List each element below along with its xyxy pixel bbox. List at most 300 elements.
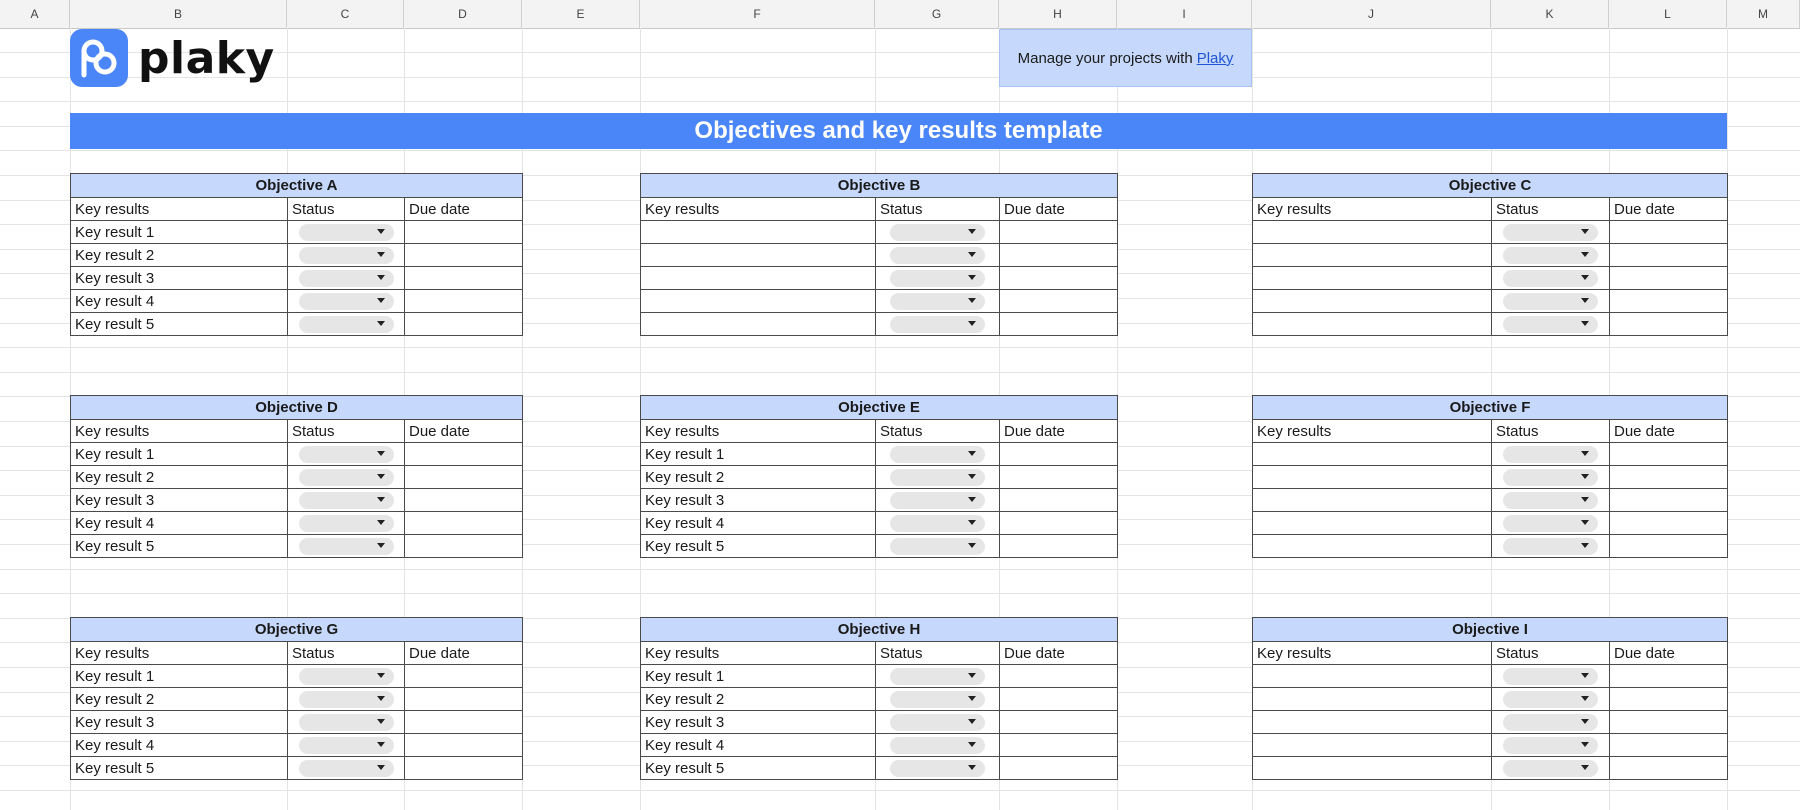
objective-title[interactable]: Objective I	[1253, 618, 1728, 642]
status-dropdown[interactable]	[1503, 668, 1598, 685]
column-header-bar	[0, 0, 1800, 29]
key-results-header[interactable]: Key results	[641, 642, 876, 665]
column-header-d[interactable]: D	[404, 0, 522, 28]
status-cell[interactable]	[876, 734, 1000, 757]
status-dropdown[interactable]	[890, 714, 985, 731]
status-cell[interactable]	[876, 466, 1000, 489]
status-cell[interactable]	[1492, 665, 1610, 688]
chevron-down-icon	[968, 474, 976, 479]
status-header[interactable]: Status	[1492, 642, 1610, 665]
chevron-down-icon	[1581, 229, 1589, 234]
status-dropdown[interactable]	[299, 247, 394, 264]
due-date-header[interactable]: Due date	[1000, 420, 1118, 443]
table-row	[641, 512, 1118, 535]
status-dropdown[interactable]	[299, 538, 394, 555]
status-cell[interactable]	[288, 267, 405, 290]
status-cell[interactable]	[1492, 489, 1610, 512]
table-row	[71, 489, 523, 512]
status-dropdown[interactable]	[1503, 270, 1598, 287]
key-result-cell[interactable]: Key result 1	[71, 221, 288, 244]
due-date-cell[interactable]	[1610, 688, 1728, 711]
table-row	[71, 466, 523, 489]
status-header[interactable]: Status	[876, 420, 1000, 443]
column-header-m[interactable]: M	[1727, 0, 1800, 28]
key-result-cell[interactable]	[1253, 267, 1492, 290]
due-date-cell[interactable]	[1000, 221, 1118, 244]
status-dropdown[interactable]	[1503, 515, 1598, 532]
status-header[interactable]: Status	[288, 420, 405, 443]
table-row	[71, 688, 523, 711]
due-date-cell[interactable]	[405, 466, 523, 489]
chevron-down-icon	[968, 229, 976, 234]
due-date-cell[interactable]	[1000, 313, 1118, 336]
chevron-down-icon	[1581, 520, 1589, 525]
status-dropdown[interactable]	[299, 515, 394, 532]
due-date-cell[interactable]	[1610, 244, 1728, 267]
objective-title[interactable]: Objective A	[71, 174, 523, 198]
chevron-down-icon	[968, 497, 976, 502]
key-result-cell[interactable]	[641, 267, 876, 290]
due-date-cell[interactable]	[1610, 313, 1728, 336]
chevron-down-icon	[377, 673, 385, 678]
key-results-header[interactable]: Key results	[1253, 642, 1492, 665]
status-cell[interactable]	[1492, 290, 1610, 313]
status-cell[interactable]	[876, 688, 1000, 711]
key-result-cell[interactable]: Key result 3	[641, 711, 876, 734]
status-dropdown[interactable]	[1503, 691, 1598, 708]
status-cell[interactable]	[876, 244, 1000, 267]
key-result-cell[interactable]: Key result 4	[71, 734, 288, 757]
column-header-c[interactable]: C	[287, 0, 404, 28]
key-results-header[interactable]: Key results	[71, 642, 288, 665]
due-date-cell[interactable]	[1610, 290, 1728, 313]
due-date-header[interactable]: Due date	[405, 420, 523, 443]
table-row	[641, 688, 1118, 711]
status-cell[interactable]	[288, 244, 405, 267]
key-result-cell[interactable]	[1253, 489, 1492, 512]
chevron-down-icon	[968, 742, 976, 747]
due-date-cell[interactable]	[405, 688, 523, 711]
key-result-cell[interactable]: Key result 2	[71, 688, 288, 711]
table-row	[1253, 290, 1728, 313]
chevron-down-icon	[1581, 474, 1589, 479]
table-row	[641, 466, 1118, 489]
key-result-cell[interactable]	[1253, 711, 1492, 734]
due-date-header[interactable]: Due date	[1000, 198, 1118, 221]
due-date-header[interactable]: Due date	[1610, 642, 1728, 665]
due-date-cell[interactable]	[405, 443, 523, 466]
due-date-cell[interactable]	[1610, 757, 1728, 780]
key-result-cell[interactable]: Key result 5	[71, 535, 288, 558]
status-dropdown[interactable]	[299, 714, 394, 731]
status-dropdown[interactable]	[1503, 247, 1598, 264]
chevron-down-icon	[377, 451, 385, 456]
key-results-header[interactable]: Key results	[1253, 420, 1492, 443]
table-row	[1253, 443, 1728, 466]
status-cell[interactable]	[876, 443, 1000, 466]
due-date-cell[interactable]	[1000, 489, 1118, 512]
status-dropdown[interactable]	[890, 691, 985, 708]
status-dropdown[interactable]	[890, 316, 985, 333]
status-dropdown[interactable]	[1503, 446, 1598, 463]
due-date-header[interactable]: Due date	[405, 198, 523, 221]
status-dropdown[interactable]	[890, 668, 985, 685]
due-date-cell[interactable]	[405, 512, 523, 535]
due-date-cell[interactable]	[1610, 711, 1728, 734]
key-result-cell[interactable]: Key result 2	[641, 688, 876, 711]
key-result-cell[interactable]	[1253, 221, 1492, 244]
key-result-cell[interactable]: Key result 4	[71, 512, 288, 535]
due-date-cell[interactable]	[405, 489, 523, 512]
grid-row-line	[0, 593, 1800, 594]
status-cell[interactable]	[288, 665, 405, 688]
status-dropdown[interactable]	[890, 538, 985, 555]
key-result-cell[interactable]	[1253, 290, 1492, 313]
status-cell[interactable]	[1492, 221, 1610, 244]
key-result-cell[interactable]: Key result 2	[71, 466, 288, 489]
key-result-cell[interactable]	[1253, 734, 1492, 757]
status-cell[interactable]	[1492, 734, 1610, 757]
table-row	[71, 221, 523, 244]
due-date-header[interactable]: Due date	[1610, 420, 1728, 443]
status-dropdown[interactable]	[890, 293, 985, 310]
table-row	[1253, 466, 1728, 489]
status-cell[interactable]	[876, 535, 1000, 558]
key-result-cell[interactable]: Key result 4	[641, 512, 876, 535]
table-row	[1253, 535, 1728, 558]
status-header[interactable]: Status	[1492, 420, 1610, 443]
objective-title[interactable]: Objective D	[71, 396, 523, 420]
due-date-cell[interactable]	[405, 757, 523, 780]
chevron-down-icon	[1581, 451, 1589, 456]
status-dropdown[interactable]	[1503, 469, 1598, 486]
chevron-down-icon	[968, 520, 976, 525]
due-date-header[interactable]: Due date	[1610, 198, 1728, 221]
key-result-cell[interactable]: Key result 5	[641, 757, 876, 780]
grid-row-line	[0, 101, 1800, 102]
key-result-cell[interactable]	[1253, 313, 1492, 336]
key-result-cell[interactable]: Key result 2	[71, 244, 288, 267]
due-date-cell[interactable]	[1610, 512, 1728, 535]
status-dropdown[interactable]	[890, 469, 985, 486]
status-cell[interactable]	[1492, 711, 1610, 734]
chevron-down-icon	[968, 252, 976, 257]
key-result-cell[interactable]	[641, 244, 876, 267]
page-title: Objectives and key results template	[70, 113, 1727, 149]
table-row	[71, 535, 523, 558]
chevron-down-icon	[968, 673, 976, 678]
objective-title[interactable]: Objective E	[641, 396, 1118, 420]
column-header-h[interactable]: H	[999, 0, 1117, 28]
due-date-cell[interactable]	[1610, 443, 1728, 466]
chevron-down-icon	[1581, 742, 1589, 747]
due-date-cell[interactable]	[1000, 665, 1118, 688]
brand-name: plaky	[138, 32, 275, 84]
chevron-down-icon	[968, 719, 976, 724]
status-cell[interactable]	[1492, 688, 1610, 711]
status-cell[interactable]	[876, 290, 1000, 313]
due-date-header[interactable]: Due date	[1000, 642, 1118, 665]
status-cell[interactable]	[288, 489, 405, 512]
status-cell[interactable]	[288, 290, 405, 313]
table-row	[71, 290, 523, 313]
status-dropdown[interactable]	[890, 224, 985, 241]
table-row	[1253, 489, 1728, 512]
key-result-cell[interactable]: Key result 1	[641, 665, 876, 688]
due-date-cell[interactable]	[1610, 221, 1728, 244]
status-dropdown[interactable]	[1503, 737, 1598, 754]
due-date-cell[interactable]	[1000, 512, 1118, 535]
status-cell[interactable]	[288, 688, 405, 711]
key-result-cell[interactable]	[641, 290, 876, 313]
grid-row-line	[0, 372, 1800, 373]
status-dropdown[interactable]	[1503, 538, 1598, 555]
status-cell[interactable]	[1492, 267, 1610, 290]
due-date-cell[interactable]	[1610, 734, 1728, 757]
table-row	[641, 290, 1118, 313]
table-row	[1253, 512, 1728, 535]
key-results-header[interactable]: Key results	[641, 420, 876, 443]
table-row	[71, 443, 523, 466]
column-header-k[interactable]: K	[1491, 0, 1609, 28]
column-header-l[interactable]: L	[1609, 0, 1727, 28]
status-header[interactable]: Status	[876, 642, 1000, 665]
status-dropdown[interactable]	[1503, 316, 1598, 333]
status-dropdown[interactable]	[299, 316, 394, 333]
status-cell[interactable]	[876, 512, 1000, 535]
key-result-cell[interactable]: Key result 3	[71, 489, 288, 512]
key-results-header[interactable]: Key results	[71, 420, 288, 443]
table-row	[71, 711, 523, 734]
key-result-cell[interactable]: Key result 2	[641, 466, 876, 489]
status-dropdown[interactable]	[1503, 224, 1598, 241]
column-header-g[interactable]: G	[875, 0, 999, 28]
due-date-cell[interactable]	[1000, 290, 1118, 313]
status-cell[interactable]	[1492, 535, 1610, 558]
table-row	[641, 535, 1118, 558]
status-cell[interactable]	[288, 757, 405, 780]
due-date-cell[interactable]	[1000, 267, 1118, 290]
status-dropdown[interactable]	[299, 224, 394, 241]
key-result-cell[interactable]: Key result 3	[71, 711, 288, 734]
status-dropdown[interactable]	[1503, 293, 1598, 310]
status-dropdown[interactable]	[299, 293, 394, 310]
status-dropdown[interactable]	[299, 446, 394, 463]
key-results-header[interactable]: Key results	[641, 198, 876, 221]
column-header-b[interactable]: B	[70, 0, 287, 28]
status-dropdown[interactable]	[890, 247, 985, 264]
objective-table	[1252, 395, 1728, 558]
due-date-cell[interactable]	[405, 244, 523, 267]
status-dropdown[interactable]	[890, 492, 985, 509]
status-cell[interactable]	[288, 466, 405, 489]
key-results-header[interactable]: Key results	[1253, 198, 1492, 221]
key-result-cell[interactable]: Key result 3	[71, 267, 288, 290]
key-result-cell[interactable]: Key result 5	[71, 313, 288, 336]
key-result-cell[interactable]: Key result 4	[641, 734, 876, 757]
status-dropdown[interactable]	[1503, 492, 1598, 509]
objective-title[interactable]: Objective G	[71, 618, 523, 642]
status-dropdown[interactable]	[299, 668, 394, 685]
column-header-j[interactable]: J	[1252, 0, 1491, 28]
status-cell[interactable]	[1492, 443, 1610, 466]
status-header[interactable]: Status	[288, 642, 405, 665]
column-header-f[interactable]: F	[640, 0, 875, 28]
status-cell[interactable]	[876, 665, 1000, 688]
status-cell[interactable]	[1492, 244, 1610, 267]
due-date-cell[interactable]	[405, 290, 523, 313]
due-date-cell[interactable]	[1610, 489, 1728, 512]
table-row	[641, 711, 1118, 734]
due-date-cell[interactable]	[405, 711, 523, 734]
grid-row-line	[0, 569, 1800, 570]
key-result-cell[interactable]: Key result 1	[641, 443, 876, 466]
chevron-down-icon	[377, 252, 385, 257]
table-row	[1253, 711, 1728, 734]
due-date-cell[interactable]	[1000, 244, 1118, 267]
promo-text: Manage your projects with	[1017, 49, 1193, 67]
status-dropdown[interactable]	[299, 492, 394, 509]
chevron-down-icon	[1581, 275, 1589, 280]
table-row	[1253, 734, 1728, 757]
key-result-cell[interactable]: Key result 5	[71, 757, 288, 780]
chevron-down-icon	[1581, 543, 1589, 548]
key-results-header[interactable]: Key results	[71, 198, 288, 221]
status-cell[interactable]	[288, 535, 405, 558]
table-row	[1253, 244, 1728, 267]
objective-table	[1252, 617, 1728, 780]
key-result-cell[interactable]	[1253, 665, 1492, 688]
status-cell[interactable]	[1492, 313, 1610, 336]
objective-title[interactable]: Objective B	[641, 174, 1118, 198]
status-cell[interactable]	[288, 221, 405, 244]
column-header-i[interactable]: I	[1117, 0, 1252, 28]
due-date-cell[interactable]	[405, 313, 523, 336]
key-result-cell[interactable]	[1253, 535, 1492, 558]
status-cell[interactable]	[1492, 757, 1610, 780]
status-dropdown[interactable]	[890, 760, 985, 777]
due-date-cell[interactable]	[405, 734, 523, 757]
grid-row-line	[0, 150, 1800, 151]
chevron-down-icon	[377, 696, 385, 701]
status-header[interactable]: Status	[876, 198, 1000, 221]
objective-table	[640, 173, 1118, 336]
due-date-cell[interactable]	[405, 221, 523, 244]
status-cell[interactable]	[288, 734, 405, 757]
status-dropdown[interactable]	[299, 737, 394, 754]
due-date-cell[interactable]	[1000, 757, 1118, 780]
key-result-cell[interactable]	[1253, 443, 1492, 466]
table-row	[71, 757, 523, 780]
chevron-down-icon	[377, 719, 385, 724]
chevron-down-icon	[1581, 298, 1589, 303]
due-date-cell[interactable]	[1610, 535, 1728, 558]
key-result-cell[interactable]	[1253, 757, 1492, 780]
status-cell[interactable]	[876, 267, 1000, 290]
table-row	[641, 313, 1118, 336]
due-date-cell[interactable]	[405, 535, 523, 558]
due-date-cell[interactable]	[1000, 443, 1118, 466]
due-date-header[interactable]: Due date	[405, 642, 523, 665]
key-result-cell[interactable]	[641, 313, 876, 336]
due-date-cell[interactable]	[405, 665, 523, 688]
table-row	[641, 221, 1118, 244]
status-dropdown[interactable]	[299, 691, 394, 708]
objective-title[interactable]: Objective H	[641, 618, 1118, 642]
key-result-cell[interactable]: Key result 5	[641, 535, 876, 558]
key-result-cell[interactable]	[1253, 512, 1492, 535]
status-cell[interactable]	[876, 711, 1000, 734]
status-cell[interactable]	[876, 313, 1000, 336]
table-row	[71, 244, 523, 267]
due-date-cell[interactable]	[1000, 734, 1118, 757]
status-dropdown[interactable]	[1503, 760, 1598, 777]
objective-title[interactable]: Objective F	[1253, 396, 1728, 420]
due-date-cell[interactable]	[1610, 267, 1728, 290]
table-row	[1253, 313, 1728, 336]
key-result-cell[interactable]: Key result 4	[71, 290, 288, 313]
table-row	[71, 734, 523, 757]
objective-title[interactable]: Objective C	[1253, 174, 1728, 198]
status-cell[interactable]	[288, 512, 405, 535]
key-result-cell[interactable]	[641, 221, 876, 244]
status-dropdown[interactable]	[890, 737, 985, 754]
due-date-cell[interactable]	[1000, 711, 1118, 734]
status-dropdown[interactable]	[1503, 714, 1598, 731]
status-dropdown[interactable]	[890, 515, 985, 532]
status-dropdown[interactable]	[299, 270, 394, 287]
status-cell[interactable]	[1492, 512, 1610, 535]
status-header[interactable]: Status	[288, 198, 405, 221]
due-date-cell[interactable]	[1610, 466, 1728, 489]
status-dropdown[interactable]	[890, 270, 985, 287]
chevron-down-icon	[968, 543, 976, 548]
status-cell[interactable]	[288, 313, 405, 336]
status-cell[interactable]	[876, 221, 1000, 244]
column-header-e[interactable]: E	[522, 0, 640, 28]
status-dropdown[interactable]	[299, 760, 394, 777]
status-header[interactable]: Status	[1492, 198, 1610, 221]
status-cell[interactable]	[876, 489, 1000, 512]
table-row	[641, 443, 1118, 466]
due-date-cell[interactable]	[1000, 535, 1118, 558]
key-result-cell[interactable]: Key result 1	[71, 443, 288, 466]
promo-cell	[999, 29, 1252, 87]
objective-table	[640, 617, 1118, 780]
key-result-cell[interactable]: Key result 1	[71, 665, 288, 688]
plaky-link[interactable]: Plaky	[1196, 49, 1234, 67]
table-row	[641, 489, 1118, 512]
due-date-cell[interactable]	[1610, 665, 1728, 688]
chevron-down-icon	[377, 298, 385, 303]
status-cell[interactable]	[1492, 466, 1610, 489]
status-cell[interactable]	[876, 757, 1000, 780]
key-result-cell[interactable]	[1253, 688, 1492, 711]
due-date-cell[interactable]	[1000, 688, 1118, 711]
due-date-cell[interactable]	[1000, 466, 1118, 489]
status-cell[interactable]	[288, 443, 405, 466]
chevron-down-icon	[1581, 719, 1589, 724]
status-dropdown[interactable]	[299, 469, 394, 486]
table-row	[641, 267, 1118, 290]
status-dropdown[interactable]	[890, 446, 985, 463]
key-result-cell[interactable]	[1253, 244, 1492, 267]
status-cell[interactable]	[288, 711, 405, 734]
column-header-a[interactable]: A	[0, 0, 70, 28]
key-result-cell[interactable]: Key result 3	[641, 489, 876, 512]
key-result-cell[interactable]	[1253, 466, 1492, 489]
due-date-cell[interactable]	[405, 267, 523, 290]
